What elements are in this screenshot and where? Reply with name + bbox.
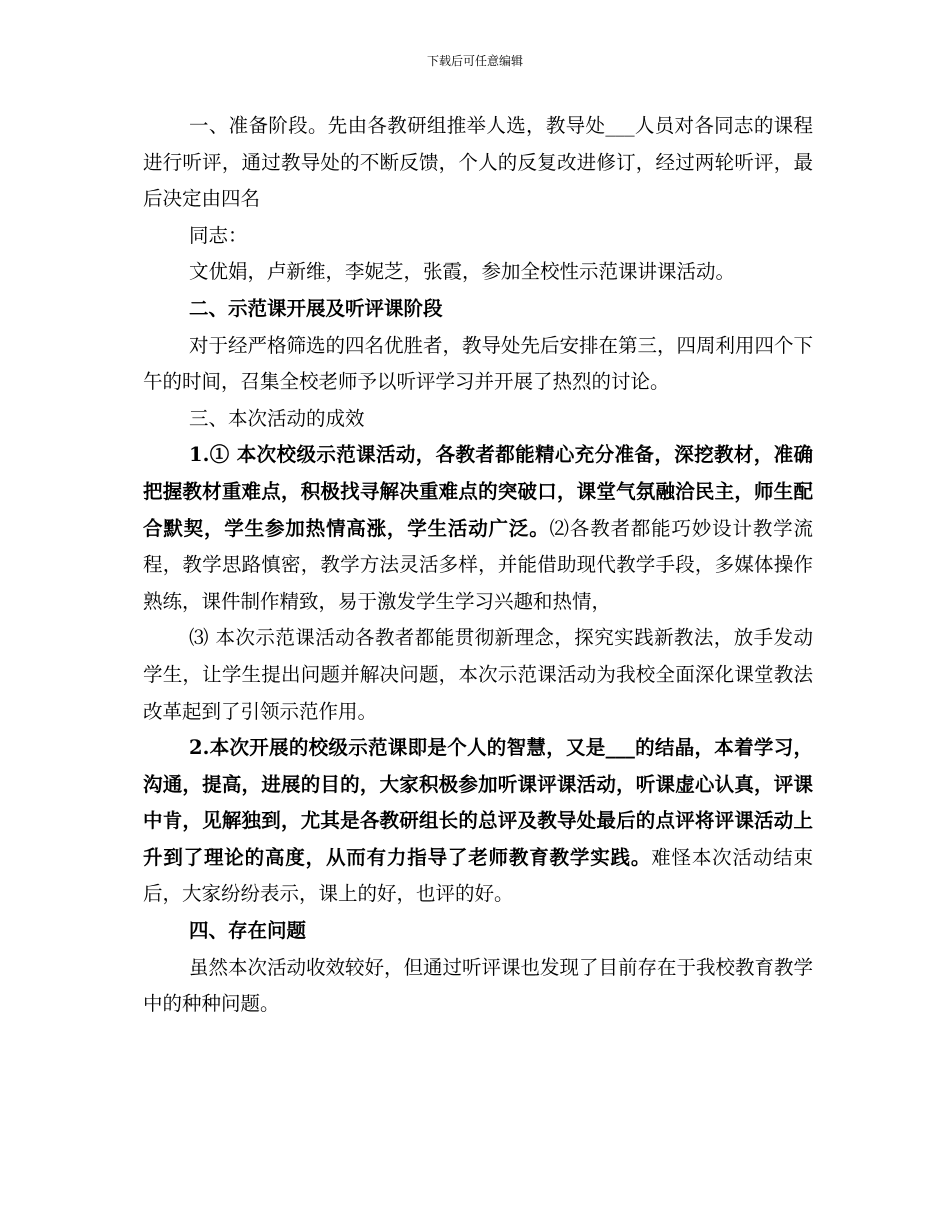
paragraph-names: 文优娟，卢新维，李妮芝，张霞，参加全校性示范课讲课活动。 bbox=[189, 260, 736, 284]
paragraph-result-1-bold: 1.① 本次校级示范课活动，各教者都能精心充分准备，深挖教材，准确把握教材重难点，积极找寻解决重难点的突破口，课堂气氛融洽民主，师生配合默契，学生参加热情高涨，学生活动广泛。 bbox=[143, 443, 813, 540]
heading-demo-lessons: 二、示范课开展及听评课阶段 bbox=[189, 296, 443, 320]
paragraph-result-2-bold: 2.本次开展的校级示范课即是个人的智慧，又是___的结晶，本着学习，沟通，提高，进展的目的，大家积极参加听课评课活动，听课虚心认真，评课中肯，见解独到，尤其是各教研组长的总评及教导处最后的点评将评课活动上升到了理论的高度，从而有力指导了老师教育教学实践。 bbox=[143, 736, 813, 869]
paragraph-problems: 虽然本次活动收效较好，但通过听评课也发现了目前存在于我校教育教学中的种种问题。 bbox=[143, 955, 814, 1016]
paragraph-comrades-label: 同志： bbox=[189, 223, 248, 247]
document-body bbox=[143, 108, 813, 1023]
paragraph-result-1-normal: ⑵各教者都能巧妙设计教学流程，教学思路慎密，教学方法灵活多样，并能借助现代教学手段，多媒体操作熟练，课件制作精致，易于激发学生学习兴趣和热情， bbox=[143, 516, 813, 613]
heading-problems: 四、存在问题 bbox=[189, 919, 307, 943]
page-header: 下载后可任意编辑 bbox=[426, 54, 523, 68]
paragraph-demo-lessons: 对于经严格筛选的四名优胜者，教导处先后安排在第三，四周利用四个下午的时间，召集全校老师予以听评学习并开展了热烈的讨论。 bbox=[143, 333, 814, 394]
paragraph-result-3: ⑶ 本次示范课活动各教者都能贯彻新理念，探究实践新教法，放手发动学生，让学生提出问题并解决问题，本次示范课活动为我校全面深化课堂教法改革起到了引领示范作用。 bbox=[143, 626, 813, 723]
paragraph-result-2-normal: 难怪本次活动结束后，大家纷纷表示，课上的好，也评的好。 bbox=[143, 845, 813, 906]
heading-results: 三、本次活动的成效 bbox=[189, 406, 365, 430]
paragraph-preparation: 一、准备阶段。先由各教研组推举人选，教导处___人员对各同志的课程进行听评，通过教导处的不断反馈，个人的反复改进修订，经过两轮听评，最后决定由四名 bbox=[143, 114, 813, 211]
paragraph-result-1 bbox=[143, 437, 813, 620]
paragraph-result-2 bbox=[143, 730, 813, 913]
